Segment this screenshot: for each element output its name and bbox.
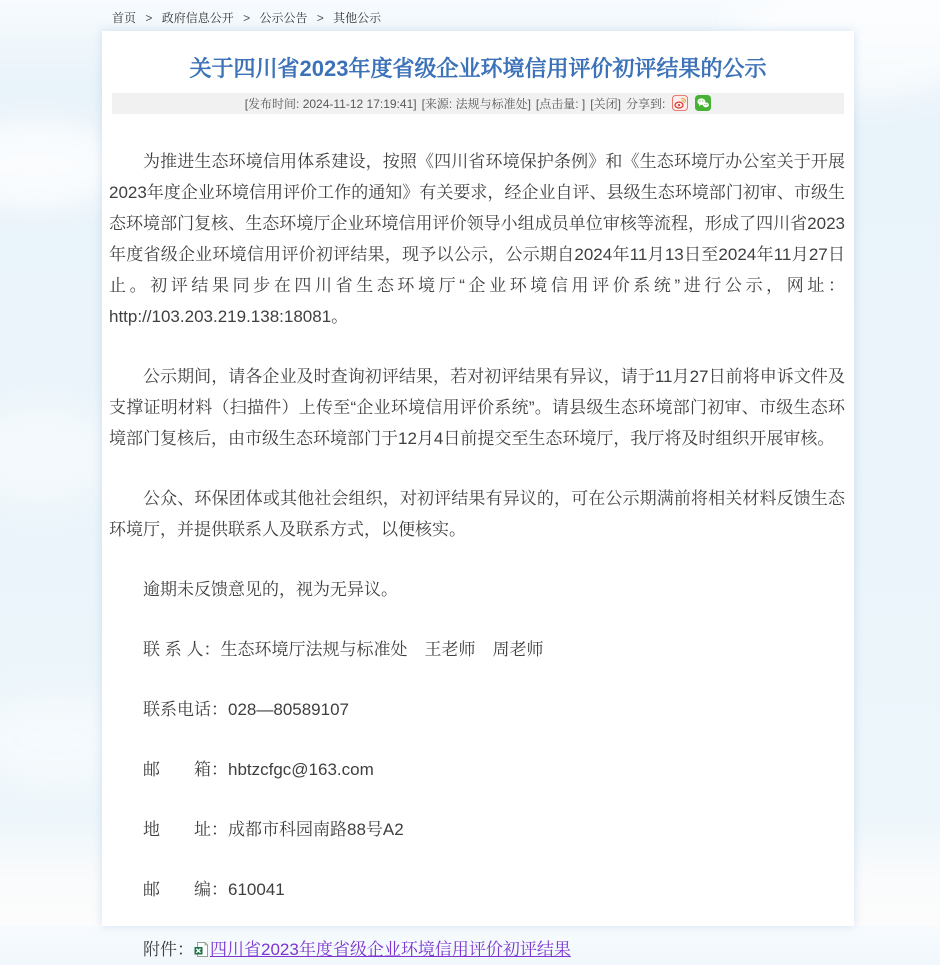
contact-phone-line: 联系电话：028—80589107: [143, 699, 350, 719]
contact-person-line: 联 系 人：生态环境厅法规与标准处 王老师 周老师: [143, 639, 544, 659]
contact-address-line: 地 址：成都市科园南路88号A2: [143, 819, 404, 839]
paragraph-3: 公众、环保团体或其他社会组织，对初评结果有异议的，可在公示期满前将相关材料反馈生态环境厅，并提供联系人及联系方式，以便核实。: [109, 488, 845, 539]
weibo-icon: [672, 95, 688, 111]
breadcrumb: [112, 9, 381, 26]
source: [来源: 法规与标准处]: [421, 96, 531, 111]
wechat-icon: [695, 95, 711, 111]
share-wechat-button[interactable]: [695, 95, 711, 111]
breadcrumb-separator: >: [145, 11, 153, 25]
article-card: [102, 31, 854, 959]
attachment-row: [109, 934, 845, 965]
paragraph-4: 逾期未反馈意见的，视为无异议。: [143, 579, 398, 599]
paragraph-2: 公示期间，请各企业及时查询初评结果，若对初评结果有异议，请于11月27日前将申诉文件及支撑证明材料（扫描件）上传至“企业环境信用评价系统”。请县级生态环境部门初审、市级生态环境部门复核后，由市级生态环境部门于12月4日前提交至生态环境厅，我厅将及时组织开展审核。: [109, 366, 845, 448]
click-count: [点击量: ]: [535, 96, 586, 111]
excel-file-icon: [194, 942, 208, 957]
share-label: 分享到:: [625, 96, 666, 111]
attachment-link[interactable]: 四川省2023年度省级企业环境信用评价初评结果: [210, 939, 571, 959]
contact-email-line: 邮 箱：hbtzcfgc@163.com: [143, 759, 374, 779]
breadcrumb-link-home[interactable]: 首页: [112, 11, 137, 25]
attachment-label: 附件：: [143, 939, 194, 959]
article-content: [109, 146, 845, 965]
publish-time: [发布时间: 2024-11-12 17:19:41]: [244, 96, 417, 111]
article-title: 关于四川省2023年度省级企业环境信用评价初评结果的公示: [189, 56, 767, 81]
breadcrumb-separator: >: [316, 11, 324, 25]
contact-zipcode-line: 邮 编：610041: [143, 879, 285, 899]
breadcrumb-link-gov-info[interactable]: 政府信息公开: [161, 11, 234, 25]
article-meta-bar: [112, 93, 844, 114]
breadcrumb-link-notices[interactable]: 公示公告: [259, 11, 308, 25]
close-button[interactable]: [关闭]: [590, 96, 621, 111]
breadcrumb-current: 其他公示: [333, 11, 382, 25]
breadcrumb-separator: >: [243, 11, 251, 25]
paragraph-1: 为推进生态环境信用体系建设，按照《四川省环境保护条例》和《生态环境厅办公室关于开展2023年度企业环境信用评价工作的通知》有关要求，经企业自评、县级生态环境部门初审、市级生态环境部门复核、生态环境厅企业环境信用评价领导小组成员单位审核等流程，形成了四川省2023年度省级企业环境信用评价初评结果，现予以公示，公示期自2024年11月13日至2024年11月27日止。初评结果同步在四川省生态环境厅“企业环境信用评价系统”进行公示，网址：http://103.203.219.138:18081。: [109, 151, 845, 326]
share-weibo-button[interactable]: [672, 95, 688, 111]
